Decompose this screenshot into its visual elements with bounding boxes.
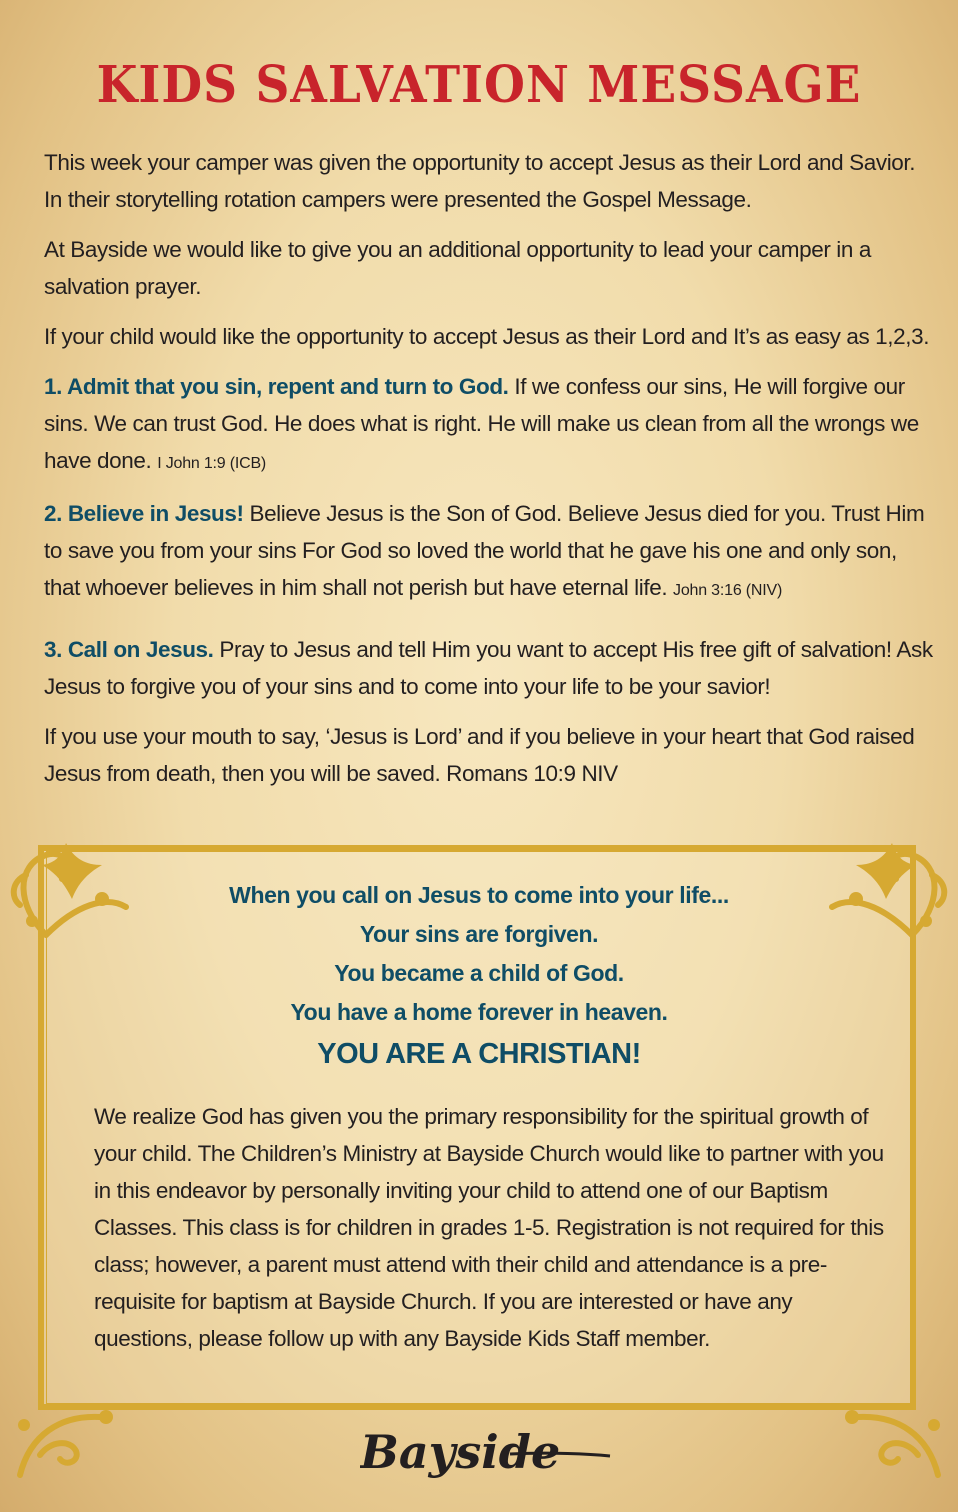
bayside-logo — [360, 1418, 620, 1498]
romans-verse: If you use your mouth to say, ‘Jesus is Lord’ and if you believe in your heart that God raised Jesus from death, then you will be saved. Romans 10:9 NIV — [44, 724, 915, 786]
intro-paragraph-1: This week your camper was given the opportunity to accept Jesus as their Lord and Savior. In their storytelling rotation campers were presented the Gospel Message. — [44, 150, 916, 212]
bayside-logo-text: Bayside — [360, 1425, 561, 1479]
promise-line: You became a child of God. — [334, 960, 624, 986]
promise-line: Your sins are forgiven. — [359, 921, 599, 947]
promise-list — [0, 876, 958, 1032]
step-2-text: Believe Jesus is the Son of God. Believe Jesus died for you. Trust Him to save you from your sins For God so loved the world that he gave his one and only son, that whoever believes in him shall not perish but have eternal life. — [44, 501, 925, 600]
step-3-heading: 3. Call on Jesus. — [44, 637, 214, 662]
step-2 — [44, 495, 936, 609]
step-2-heading: 2. Believe in Jesus! — [44, 501, 244, 526]
page-title: KIDS SALVATION MESSAGE — [96, 55, 862, 116]
step-1-text: If we confess our sins, He will forgive our sins. We can trust God. He does what is right. He will make us clean from all the wrongs we have done. — [44, 374, 919, 473]
scroll-ornament-icon — [10, 1395, 130, 1485]
intro-paragraph-3: If your child would like the opportunity to accept Jesus as their Lord and It’s as easy as 1,2,3. — [44, 324, 930, 349]
intro-paragraph-2: At Bayside we would like to give you an additional opportunity to lead your camper in a salvation prayer. — [44, 237, 871, 299]
intro-section — [44, 144, 936, 805]
promise-line: You have a home forever in heaven. — [290, 999, 668, 1025]
closing-paragraph: We realize God has given you the primary responsibility for the spiritual growth of your child. The Children’s Ministry at Bayside Church would like to partner with you in this endeavor by personally inviting your child to attend one of our Baptism Classes. This class is for children in grades 1-5. Registration is not required for this class; however, a parent must attend with their child and attendance is a pre-requisite for baptism at Bayside Church. If you are interested or have any questions, please follow up with any Bayside Kids Staff member. — [94, 1104, 884, 1351]
christian-heading: YOU ARE A CHRISTIAN! — [317, 1038, 641, 1070]
step-2-reference: John 3:16 (NIV) — [673, 582, 783, 599]
promise-line: When you call on Jesus to come into your life... — [229, 882, 729, 908]
step-3 — [44, 631, 936, 705]
step-1 — [44, 368, 936, 482]
scroll-ornament-icon — [828, 1395, 948, 1485]
step-1-reference: I John 1:9 (ICB) — [157, 455, 267, 472]
step-1-heading: 1. Admit that you sin, repent and turn to God. — [44, 374, 509, 399]
step-3-text: Pray to Jesus and tell Him you want to accept His free gift of salvation! Ask Jesus to forgive you of your sins and to come into your life to be your savior! — [44, 637, 933, 699]
